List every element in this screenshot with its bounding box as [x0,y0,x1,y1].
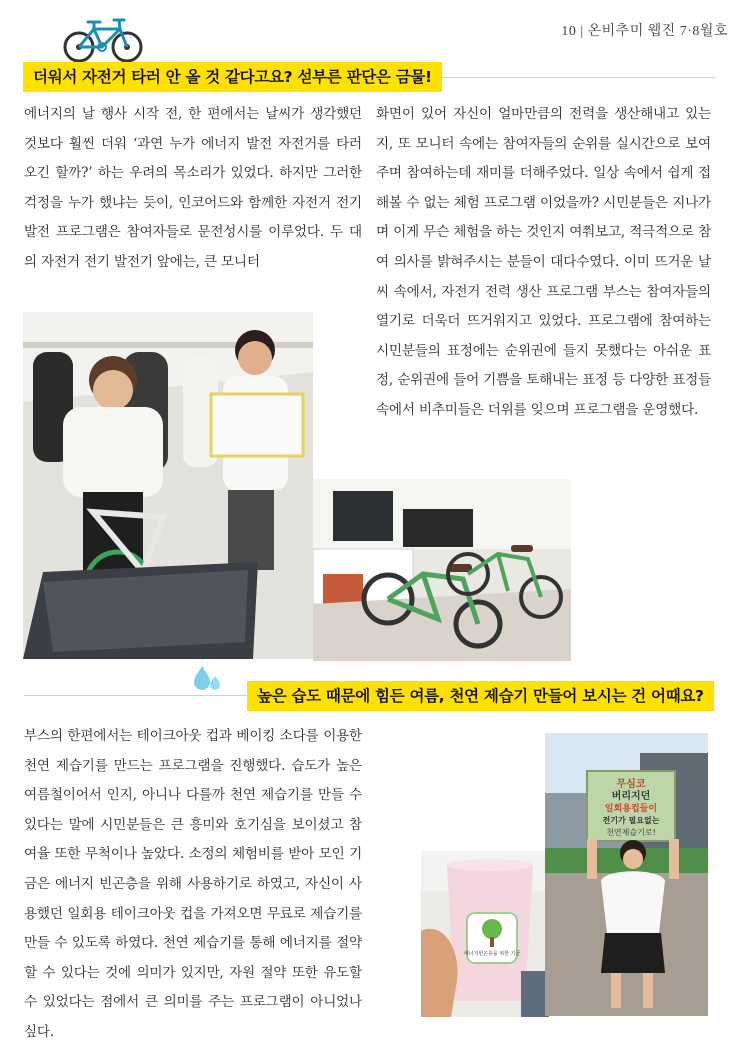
photo-dehumidifier-cup [421,851,549,1017]
section-1-title: 더워서 자전거 타러 안 올 것 같다고요? 섣부른 판단은 금물! [23,62,442,92]
photo-woman-with-sign [545,733,708,1016]
page-header: 10 | 온비추미 웹진 7·8월호 [561,24,728,39]
section-2-title-rule [24,695,249,696]
cup-label: 에너지빈곤층을 위한 기금 [463,951,521,957]
section-2-paragraph: 부스의 한편에서는 테이크아웃 컵과 베이킹 소다를 이용한 천연 제습기를 만드는 프로그램을 진행했다. 습도가 높은 여름철이어서 인지, 아니나 다를까 천연 제습기를 만들 수 있다는 말에 시민분들은 큰 흥미와 호기심을 보이셨고 참여율 또한 무척이나 높았다. 소정의 체험비를 받아 모인 기금은 에너지 빈곤층을 위해 사용하기로 하였고, 자신이 사용했던 일회용 테이크아웃 컵을 가져오면 무료로 제습기를 만들 수 있도록 하였다. 천연 제습기를 통해 에너지를 절약할 수 있다는 것에 의미가 있지만, 자원 절약 또한 유도할 수 있었다는 점에서 큰 의미를 주는 프로그램이 아니었나 싶다. [24,728,362,1040]
bicycle-icon [62,14,144,64]
sign-line-3: 일회용컵들이 [604,804,658,814]
section-2-title: 높은 습도 때문에 힘든 여름, 천연 제습기 만들어 보시는 건 어때요? [247,681,714,711]
water-drop-icon [190,664,224,694]
section-1-title-rule [440,77,715,78]
sign-line-5: 천연제습기로! [606,828,656,837]
sign-line-4: 전기가 필요없는 [602,816,660,825]
sign-line-1: 무심코 [616,779,646,790]
section-1-paragraph-col2: 화면이 있어 자신이 얼마만큼의 전력을 생산해내고 있는지, 또 모니터 속에는 참여자들의 순위를 실시간으로 보여주며 참여하는데 재미를 더해주었다. 일상 속에서 쉽게 접해볼 수 없는 체험 프로그램 이었을까? 시민분들은 지나가며 이게 무슨 체험을 하는 것인지 여쭤보고, 적극적으로 참여 의사를 밝혀주시는 분들이 대다수였다. 이미 뜨거운 날씨 속에서, 자전거 전력 생산 프로그램 부스는 참여자들의 열기로 더욱더 뜨거워지고 있었다. 프로그램에 참여하는 시민분들의 표정에는 순위권에 들지 못했다는 아쉬운 표정, 순위권에 들어 기쁨을 토해내는 표정 등 다양한 표정들 속에서 비추미들은 더위를 잊으며 프로그램을 운영했다. [376,106,711,418]
photo-generator-bikes [313,479,571,661]
photo-bike-participants [23,312,313,659]
sign-line-2: 버리지던 [611,791,651,802]
section-1-paragraph-col1: 에너지의 날 행사 시작 전, 한 편에서는 날씨가 생각했던 것보다 훨씬 더워 ‘과연 누가 에너지 발전 자전거를 타러 오긴 할까?’ 하는 우려의 목소리가 있었다. 하지만 그러한 걱정을 누가 했냐는 듯이, 인코어드와 함께한 자전거 전기 발전 프로그램은 참여자들로 문전성시를 이루었다. 두 대의 자전거 전기 발전기 앞에는, 큰 모니터 [24,106,362,270]
